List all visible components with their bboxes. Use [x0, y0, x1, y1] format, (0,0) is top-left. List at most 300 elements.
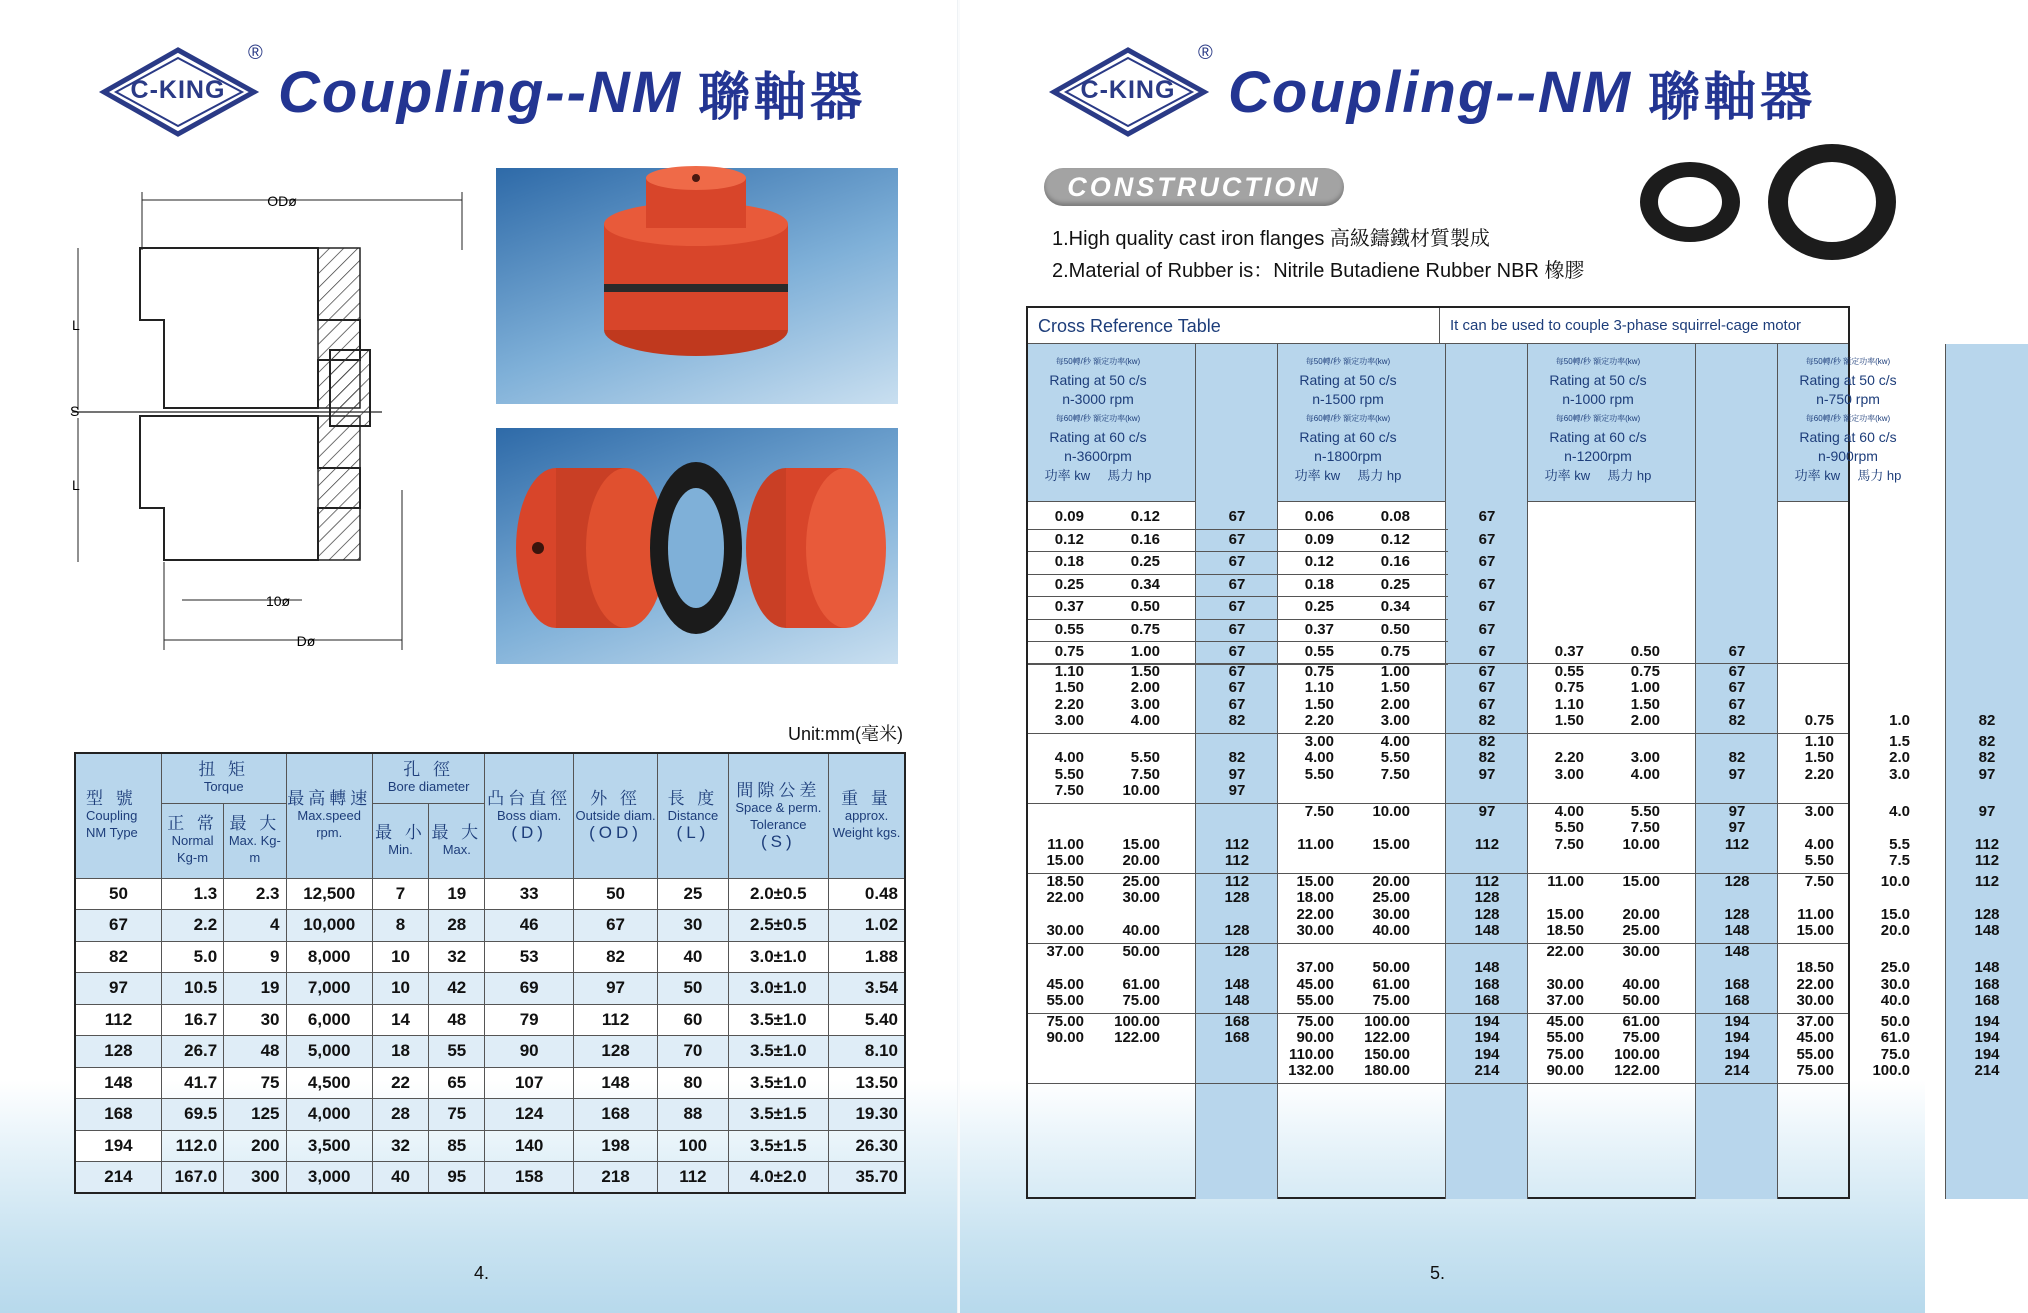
- kw-value: 18.50: [1796, 959, 1834, 977]
- coupling-size-value: 97: [1728, 819, 1746, 837]
- table-cell: 5,000: [286, 1036, 372, 1068]
- kw-unit: 功率 kw: [1544, 468, 1591, 483]
- s-label: S: [70, 403, 80, 419]
- hp-value: 61.0: [1880, 1029, 1910, 1047]
- coupling-size-value: 82: [1978, 749, 1996, 767]
- hp-value: 7.50: [1630, 819, 1660, 837]
- hp-value: 15.0: [1880, 905, 1910, 923]
- table-row: [75, 1130, 905, 1162]
- row-group: [1028, 664, 1848, 734]
- table-cell: 214: [75, 1162, 161, 1194]
- kw-value: 1.10: [1554, 695, 1584, 713]
- table-cell: 41.7: [161, 1067, 223, 1099]
- coupling-size-value: 214: [1724, 1062, 1750, 1080]
- hp-value: 75.00: [1622, 1029, 1660, 1047]
- row-group: [1028, 944, 1848, 1014]
- hp-value: 2.00: [1630, 712, 1660, 730]
- kw-value: 4.00: [1804, 835, 1834, 853]
- hp-value: 75.00: [1122, 992, 1160, 1010]
- table-cell: 167.0: [161, 1162, 223, 1194]
- coupling-size-value: 112: [1974, 872, 2000, 890]
- table-cell: 65: [429, 1067, 485, 1099]
- hp-value: 50.00: [1372, 959, 1410, 977]
- kw-value: 45.00: [1046, 975, 1084, 993]
- page-title-cn: 聯軸器: [1648, 68, 1817, 127]
- kw-value: 0.06: [1304, 508, 1334, 526]
- hp-value: 4.0: [1889, 802, 1910, 820]
- rpm-50: n-1000 rpm: [1562, 391, 1634, 407]
- hp-value: 0.25: [1130, 553, 1160, 571]
- table-cell: 112: [658, 1162, 728, 1194]
- logo-text: C-KING: [1080, 76, 1176, 104]
- kw-value: 11.00: [1797, 905, 1834, 923]
- hp-value: 61.00: [1122, 975, 1160, 993]
- coupling-size-value: 194: [1724, 1029, 1750, 1047]
- table-cell: 4: [224, 910, 286, 942]
- table-cell: 107: [485, 1067, 573, 1099]
- coupling-size-value: 214: [1474, 1062, 1500, 1080]
- hp-value: 7.5: [1889, 852, 1910, 870]
- kw-value: 22.00: [1796, 975, 1834, 993]
- coupling-size-value: 67: [1478, 662, 1496, 680]
- hp-value: 1.00: [1380, 662, 1410, 680]
- hp-value: 0.75: [1380, 643, 1410, 661]
- construction-line-2: 2.Material of Rubber is：Nitrile Butadiene Rubber NBR 橡膠: [1052, 260, 1585, 282]
- rpm-60: n-3600rpm: [1064, 448, 1132, 464]
- table-cell: 7: [372, 878, 428, 910]
- row-group: [1028, 506, 1848, 664]
- table-row: [75, 1036, 905, 1068]
- coupling-size-value: 82: [1228, 749, 1246, 767]
- hp-value: 50.00: [1122, 942, 1160, 960]
- kw-value: 15.00: [1296, 872, 1334, 890]
- table-cell: 1.02: [829, 910, 905, 942]
- hp-value: 10.00: [1372, 802, 1410, 820]
- kw-value: 0.12: [1054, 530, 1084, 548]
- table-cell: 124: [485, 1099, 573, 1131]
- coupling-size-value: 194: [1724, 1045, 1750, 1063]
- table-cell: 3.5±1.0: [728, 1004, 828, 1036]
- kw-value: 22.00: [1046, 889, 1084, 907]
- cross-reference-note: It can be used to couple 3-phase squirrel-cage motor: [1450, 317, 1802, 334]
- hp-value: 61.00: [1622, 1012, 1660, 1030]
- hp-value: 40.00: [1372, 922, 1410, 940]
- coupling-size-value: 97: [1728, 802, 1746, 820]
- table-cell: 8,000: [286, 941, 372, 973]
- col-bore: 孔 徑 Bore diameter: [372, 753, 485, 803]
- page-title: Coupling--NM: [1228, 59, 1633, 125]
- kw-value: 1.50: [1804, 749, 1834, 767]
- coupling-size-value: 82: [1728, 749, 1746, 767]
- hp-value: 5.50: [1380, 749, 1410, 767]
- kw-value: 1.50: [1054, 679, 1084, 697]
- construction-badge: CONSTRUCTION: [1044, 168, 1344, 206]
- coupling-size-value: 67: [1728, 643, 1746, 661]
- hp-value: 10.00: [1122, 782, 1160, 800]
- kw-value: 11.00: [1547, 872, 1584, 890]
- table-cell: 3,000: [286, 1162, 372, 1194]
- coupling-size-value: 194: [1474, 1012, 1500, 1030]
- hp-value: 4.00: [1630, 765, 1660, 783]
- table-cell: 3.0±1.0: [728, 941, 828, 973]
- page-header: [1050, 42, 1816, 142]
- coupling-size-value: 67: [1478, 508, 1496, 526]
- coupling-size-value: 97: [1728, 765, 1746, 783]
- coupling-size-value: 97: [1978, 802, 1996, 820]
- hp-value: 180.00: [1364, 1062, 1410, 1080]
- od-label: ODø: [267, 193, 297, 209]
- table-cell: 13.50: [829, 1067, 905, 1099]
- page-header: [100, 42, 866, 142]
- table-row: [75, 1162, 905, 1194]
- coupling-size-value: 82: [1478, 712, 1496, 730]
- col-bore-max: 最 大 Max.: [429, 803, 485, 878]
- rpm-50: n-1500 rpm: [1312, 391, 1384, 407]
- coupling-size-value: 168: [1474, 992, 1500, 1010]
- coupling-size-value: 82: [1978, 712, 1996, 730]
- kw-value: 18.50: [1546, 922, 1584, 940]
- kw-value: 5.50: [1554, 819, 1584, 837]
- col-torque-normal: 正 常 Normal Kg-m: [161, 803, 223, 878]
- coupling-size-value: 148: [1224, 992, 1250, 1010]
- coupling-size-value: 128: [1724, 872, 1750, 890]
- rating-60-cn: 每60轉/秒 額定功率(kw): [1805, 414, 1891, 423]
- coupling-size-value: 168: [1974, 992, 2000, 1010]
- kw-value: 45.00: [1796, 1029, 1834, 1047]
- kw-value: 0.75: [1554, 679, 1584, 697]
- table-cell: 33: [485, 878, 573, 910]
- table-cell: 50: [658, 973, 728, 1005]
- coupling-size-value: 112: [1224, 835, 1250, 853]
- kw-value: 30.00: [1796, 992, 1834, 1010]
- coupling-size-value: 148: [1974, 922, 2000, 940]
- hp-value: 40.00: [1622, 975, 1660, 993]
- hp-value: 100.00: [1364, 1012, 1410, 1030]
- table-cell: 198: [573, 1130, 657, 1162]
- table-cell: 32: [372, 1130, 428, 1162]
- kw-value: 0.37: [1304, 620, 1334, 638]
- logo-text: C-KING: [130, 76, 226, 104]
- table-cell: 112: [573, 1004, 657, 1036]
- kw-value: 90.00: [1046, 1029, 1084, 1047]
- table-cell: 3.5±1.5: [728, 1099, 828, 1131]
- kw-value: 22.00: [1296, 905, 1334, 923]
- hp-value: 2.0: [1889, 749, 1910, 767]
- coupling-size-value: 67: [1228, 662, 1246, 680]
- kw-value: 0.18: [1304, 575, 1334, 593]
- coupling-size-value: 67: [1228, 553, 1246, 571]
- kw-value: 7.50: [1054, 782, 1084, 800]
- kw-value: 132.00: [1288, 1062, 1334, 1080]
- table-cell: 4,000: [286, 1099, 372, 1131]
- construction-line-1: 1.High quality cast iron flanges 高級鑄鐵材質製成: [1052, 228, 1490, 250]
- coupling-size-value: 67: [1478, 643, 1496, 661]
- hp-value: 100.00: [1114, 1012, 1160, 1030]
- hp-value: 1.50: [1130, 662, 1160, 680]
- hp-value: 122.00: [1114, 1029, 1160, 1047]
- table-cell: 1.88: [829, 941, 905, 973]
- kw-value: 11.00: [1047, 835, 1084, 853]
- coupling-size-value: 194: [1974, 1012, 2000, 1030]
- hp-value: 1.00: [1130, 643, 1160, 661]
- table-cell: 10: [372, 973, 428, 1005]
- hp-value: 0.50: [1130, 598, 1160, 616]
- page-5: [960, 0, 2000, 1313]
- coupling-size-value: 112: [1974, 852, 2000, 870]
- table-cell: 60: [658, 1004, 728, 1036]
- kw-value: 90.00: [1546, 1062, 1584, 1080]
- col-boss: 凸台直徑 Boss diam. (D): [485, 753, 573, 878]
- hp-value: 3.0: [1889, 765, 1910, 783]
- hp-value: 20.00: [1122, 852, 1160, 870]
- coupling-size-value: 67: [1228, 620, 1246, 638]
- table-cell: 88: [658, 1099, 728, 1131]
- kw-value: 18.00: [1296, 889, 1334, 907]
- coupling-size-value: 168: [1724, 975, 1750, 993]
- hp-value: 0.25: [1380, 575, 1410, 593]
- coupling-size-value: 168: [1724, 992, 1750, 1010]
- page-title: Coupling--NM: [278, 59, 683, 125]
- hp-value: 25.0: [1880, 959, 1910, 977]
- table-cell: 3.5±1.0: [728, 1036, 828, 1068]
- table-cell: 140: [485, 1130, 573, 1162]
- hp-value: 20.0: [1880, 922, 1910, 940]
- coupling-size-value: 82: [1478, 732, 1496, 750]
- rating-60: Rating at 60 c/s: [1049, 429, 1147, 445]
- hp-value: 122.00: [1364, 1029, 1410, 1047]
- table-cell: 70: [658, 1036, 728, 1068]
- d-label: Dø: [296, 633, 316, 649]
- kw-value: 75.00: [1296, 1012, 1334, 1030]
- id-label: 10ø: [265, 593, 291, 609]
- hp-value: 1.00: [1630, 679, 1660, 697]
- hp-value: 7.50: [1130, 765, 1160, 783]
- table-cell: 50: [573, 878, 657, 910]
- coupling-size-value: 112: [1974, 835, 2000, 853]
- table-cell: 18: [372, 1036, 428, 1068]
- col-od: 外 徑 Outside diam. (OD): [573, 753, 657, 878]
- table-cell: 16.7: [161, 1004, 223, 1036]
- hp-value: 4.00: [1130, 712, 1160, 730]
- cross-reference-header: [1028, 308, 1848, 344]
- hp-value: 0.12: [1130, 508, 1160, 526]
- table-cell: 40: [372, 1162, 428, 1194]
- hp-value: 1.5: [1889, 732, 1910, 750]
- coupling-size-value: 82: [1978, 732, 1996, 750]
- table-cell: 5.0: [161, 941, 223, 973]
- kw-value: 1.10: [1304, 679, 1334, 697]
- table-cell: 95: [429, 1162, 485, 1194]
- table-cell: 82: [75, 941, 161, 973]
- table-cell: 168: [75, 1099, 161, 1131]
- hp-value: 3.00: [1630, 749, 1660, 767]
- table-cell: 100: [658, 1130, 728, 1162]
- hp-value: 40.0: [1880, 992, 1910, 1010]
- table-cell: 35.70: [829, 1162, 905, 1194]
- hp-value: 1.0: [1889, 712, 1910, 730]
- coupling-size-value: 112: [1724, 835, 1750, 853]
- coupling-size-value: 128: [1474, 905, 1500, 923]
- row-group: [1028, 874, 1848, 944]
- coupling-size-value: 97: [1978, 765, 1996, 783]
- kw-value: 37.00: [1046, 942, 1084, 960]
- rating-50-cn: 每50轉/秒 額定功率(kw): [1305, 357, 1391, 366]
- table-cell: 14: [372, 1004, 428, 1036]
- table-cell: 148: [75, 1067, 161, 1099]
- coupling-size-value: 67: [1478, 620, 1496, 638]
- table-row: [75, 1004, 905, 1036]
- col-type: 型 號 Coupling NM Type: [75, 753, 161, 878]
- kw-value: 75.00: [1046, 1012, 1084, 1030]
- page-title-cn: 聯軸器: [698, 68, 867, 127]
- table-cell: 5.40: [829, 1004, 905, 1036]
- table-cell: 26.7: [161, 1036, 223, 1068]
- coupling-size-value: 194: [1974, 1045, 2000, 1063]
- hp-value: 0.34: [1130, 575, 1160, 593]
- coupling-size-value: 194: [1474, 1029, 1500, 1047]
- table-cell: 3.54: [829, 973, 905, 1005]
- kw-unit: 功率 kw: [1294, 468, 1341, 483]
- coupling-size-value: 148: [1474, 959, 1500, 977]
- table-cell: 82: [573, 941, 657, 973]
- kw-value: 18.50: [1046, 872, 1084, 890]
- table-cell: 48: [429, 1004, 485, 1036]
- table-cell: 200: [224, 1130, 286, 1162]
- row-group: [1028, 1014, 1848, 1084]
- rpm-60: n-900rpm: [1818, 448, 1878, 464]
- table-cell: 300: [224, 1162, 286, 1194]
- coupling-size-value: 82: [1728, 712, 1746, 730]
- kw-value: 55.00: [1796, 1045, 1834, 1063]
- hp-value: 50.0: [1880, 1012, 1910, 1030]
- hp-value: 40.00: [1122, 922, 1160, 940]
- cross-reference-body: [1028, 344, 2000, 1199]
- coupling-size-value: 67: [1478, 530, 1496, 548]
- hp-value: 1.50: [1380, 679, 1410, 697]
- table-row: [75, 941, 905, 973]
- rating-50: Rating at 50 c/s: [1549, 372, 1647, 388]
- col-space: 間隙公差 Space & perm. Tolerance (S): [728, 753, 828, 878]
- kw-value: 15.00: [1796, 922, 1834, 940]
- table-cell: 79: [485, 1004, 573, 1036]
- cross-reference-table: [1026, 306, 2000, 1199]
- table-cell: 3,500: [286, 1130, 372, 1162]
- coupling-size-value: 67: [1228, 695, 1246, 713]
- coupling-size-value: 112: [1224, 852, 1250, 870]
- rating-60: Rating at 60 c/s: [1299, 429, 1397, 445]
- rating-60-cn: 每60轉/秒 額定功率(kw): [1555, 414, 1641, 423]
- coupling-size-value: 67: [1478, 598, 1496, 616]
- table-cell: 10.5: [161, 973, 223, 1005]
- hp-value: 3.00: [1130, 695, 1160, 713]
- kw-value: 1.50: [1554, 712, 1584, 730]
- table-cell: 3.5±1.0: [728, 1067, 828, 1099]
- coupling-size-value: 194: [1724, 1012, 1750, 1030]
- table-cell: 25: [658, 878, 728, 910]
- coupling-size-value: 148: [1724, 922, 1750, 940]
- kw-value: 0.25: [1054, 575, 1084, 593]
- hp-value: 0.75: [1630, 662, 1660, 680]
- table-cell: 128: [573, 1036, 657, 1068]
- col-torque: 扭 矩 Torque: [161, 753, 286, 803]
- rpm-60: n-1200rpm: [1564, 448, 1632, 464]
- table-row: [75, 1099, 905, 1131]
- coupling-size-value: 148: [1474, 922, 1500, 940]
- kw-value: 30.00: [1296, 922, 1334, 940]
- hp-value: 75.0: [1880, 1045, 1910, 1063]
- kw-unit: 功率 kw: [1044, 468, 1091, 483]
- coupling-size-value: 67: [1728, 695, 1746, 713]
- table-cell: 2.2: [161, 910, 223, 942]
- hp-value: 15.00: [1622, 872, 1660, 890]
- hp-unit: 馬力 hp: [1857, 468, 1902, 483]
- hp-value: 100.0: [1872, 1062, 1910, 1080]
- hp-value: 30.00: [1622, 942, 1660, 960]
- hp-value: 5.50: [1130, 749, 1160, 767]
- cross-reference-title: Cross Reference Table: [1028, 308, 1440, 343]
- table-cell: 9: [224, 941, 286, 973]
- table-cell: 19.30: [829, 1099, 905, 1131]
- table-cell: 32: [429, 941, 485, 973]
- table-cell: 2.0±0.5: [728, 878, 828, 910]
- table-cell: 1.3: [161, 878, 223, 910]
- l-top-label: L: [72, 317, 80, 333]
- kw-value: 15.00: [1046, 852, 1084, 870]
- kw-value: 55.00: [1546, 1029, 1584, 1047]
- hp-value: 15.00: [1372, 835, 1410, 853]
- coupling-size-value: 112: [1474, 835, 1500, 853]
- coupling-size-value: 67: [1228, 508, 1246, 526]
- kw-value: 0.55: [1304, 643, 1334, 661]
- kw-value: 110.00: [1288, 1045, 1334, 1063]
- kw-value: 90.00: [1296, 1029, 1334, 1047]
- coupling-size-value: 168: [1974, 975, 2000, 993]
- kw-value: 30.00: [1546, 975, 1584, 993]
- coupling-size-value: 148: [1224, 975, 1250, 993]
- table-cell: 2.5±0.5: [728, 910, 828, 942]
- coupling-size-value: 67: [1228, 530, 1246, 548]
- kw-value: 1.10: [1054, 662, 1084, 680]
- l-bottom-label: L: [72, 477, 80, 493]
- table-cell: 55: [429, 1036, 485, 1068]
- rating-60-cn: 每60轉/秒 額定功率(kw): [1055, 414, 1141, 423]
- hp-value: 10.00: [1622, 835, 1660, 853]
- hp-value: 15.00: [1122, 835, 1160, 853]
- kw-value: 45.00: [1546, 1012, 1584, 1030]
- hp-value: 20.00: [1622, 905, 1660, 923]
- kw-value: 75.00: [1796, 1062, 1834, 1080]
- table-cell: 4,500: [286, 1067, 372, 1099]
- kw-value: 0.37: [1054, 598, 1084, 616]
- coupling-size-value: 168: [1224, 1012, 1250, 1030]
- coupling-size-value: 67: [1228, 679, 1246, 697]
- kw-value: 4.00: [1304, 749, 1334, 767]
- coupling-size-value: 67: [1728, 662, 1746, 680]
- hp-value: 20.00: [1372, 872, 1410, 890]
- coupling-size-value: 194: [1974, 1029, 2000, 1047]
- hp-value: 100.00: [1614, 1045, 1660, 1063]
- rating-50-cn: 每50轉/秒 額定功率(kw): [1055, 357, 1141, 366]
- coupling-size-value: 128: [1474, 889, 1500, 907]
- kw-value: 7.50: [1554, 835, 1584, 853]
- hp-value: 30.0: [1880, 975, 1910, 993]
- kw-value: 0.75: [1054, 643, 1084, 661]
- kw-value: 1.10: [1804, 732, 1834, 750]
- hp-value: 0.12: [1380, 530, 1410, 548]
- kw-value: 4.00: [1554, 802, 1584, 820]
- page-number: 4.: [474, 1263, 490, 1283]
- table-cell: 46: [485, 910, 573, 942]
